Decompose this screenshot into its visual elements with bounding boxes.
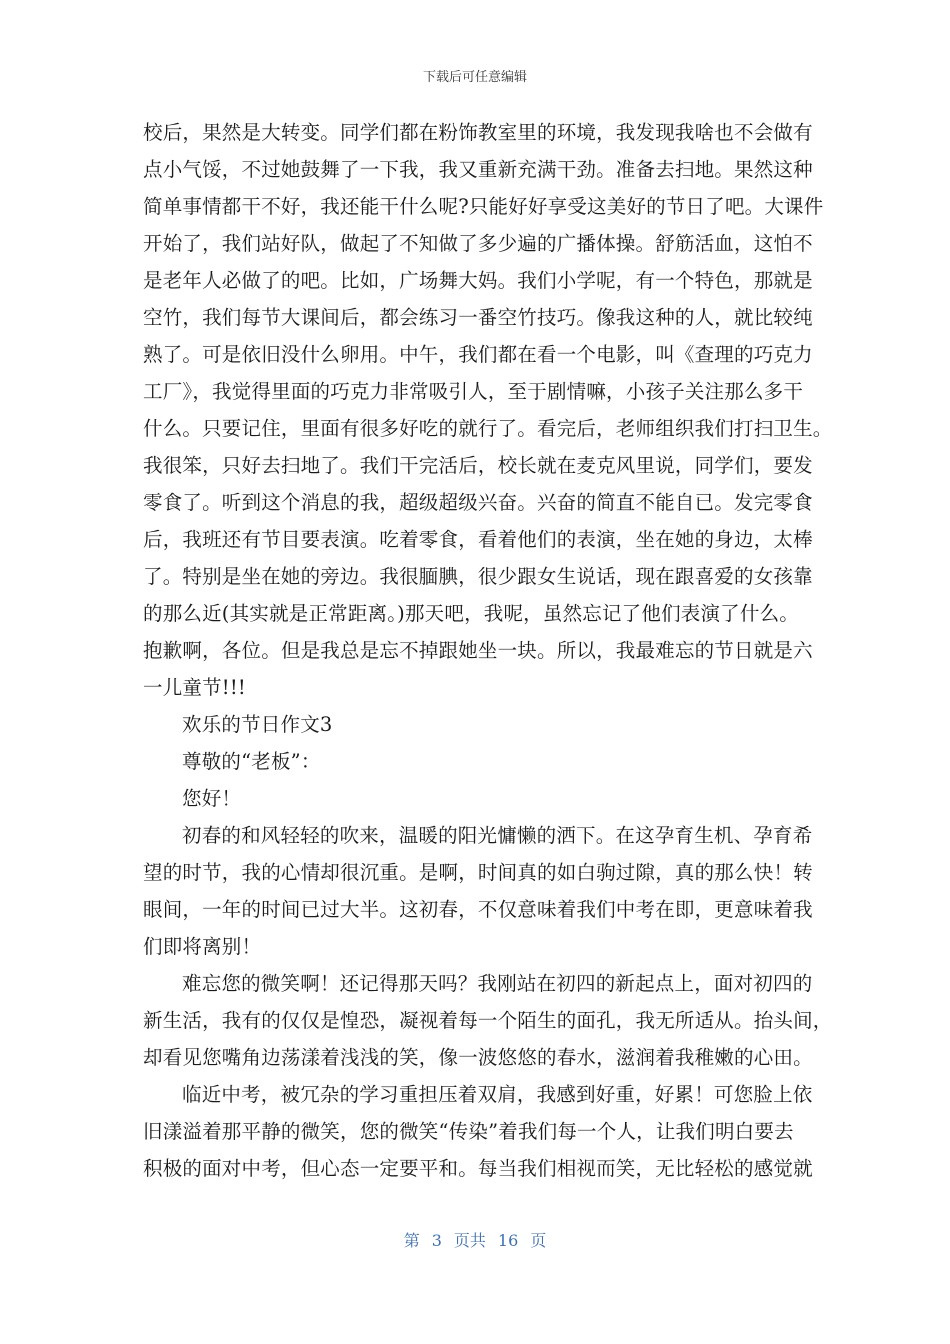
page-number: 3 [431, 1231, 442, 1250]
page-footer [0, 1228, 950, 1251]
greeting: 您好！ [182, 787, 242, 810]
text-line: 了。特别是坐在她的旁边。我很腼腆，很少跟女生说话，现在跟喜爱的女孩靠 [143, 565, 813, 588]
text-line: 零食了。听到这个消息的我，超级超级兴奋。兴奋的简直不能自已。发完零食 [143, 491, 813, 514]
text-line: 抱歉啊，各位。但是我总是忘不掉跟她坐一块。所以，我最难忘的节日就是六 [143, 639, 813, 662]
footer-prefix: 第 [403, 1231, 420, 1250]
text-line: 我很笨，只好去扫地了。我们干完活后，校长就在麦克风里说，同学们，要发 [143, 454, 813, 477]
total-pages: 16 [497, 1231, 519, 1250]
text-line: 们即将离别！ [143, 935, 262, 958]
text-line: 难忘您的微笑啊！还记得那天吗？我刚站在初四的新起点上，面对初四的 [182, 972, 813, 995]
body-text [143, 114, 833, 1187]
text-line: 旧漾溢着那平静的微笑，您的微笑“传染”着我们每一个人，让我们明白要去 [143, 1120, 794, 1143]
text-line: 点小气馁，不过她鼓舞了一下我，我又重新充满干劲。准备去扫地。果然这种 [143, 158, 813, 181]
text-line: 临近中考，被冗杂的学习重担压着双肩，我感到好重，好累！可您脸上依 [182, 1083, 813, 1106]
text-line: 什么。只要记住，里面有很多好吃的就行了。看完后，老师组织我们打扫卫生。 [143, 417, 833, 440]
footer-middle: 页共 [453, 1231, 486, 1250]
text-line: 却看见您嘴角边荡漾着浅浅的笑，像一波悠悠的春水，滋润着我稚嫩的心田。 [143, 1046, 813, 1069]
text-line: 工厂》，我觉得里面的巧克力非常吸引人，至于剧情嘛，小孩子关注那么多干 [143, 380, 804, 403]
text-line: 的那么近(其实就是正常距离。)那天吧，我呢，虽然忘记了他们表演了什么。 [143, 602, 799, 625]
text-line: 初春的和风轻轻的吹来，温暖的阳光慵懒的洒下。在这孕育生机、孕育希 [182, 824, 813, 847]
text-line: 后，我班还有节目要表演。吃着零食，看着他们的表演，坐在她的身边，太棒 [143, 528, 813, 551]
text-line: 望的时节，我的心情却很沉重。是啊，时间真的如白驹过隙，真的那么快！转 [143, 861, 813, 884]
text-line: 积极的面对中考，但心态一定要平和。每当我们相视而笑，无比轻松的感觉就 [143, 1157, 813, 1180]
text-line: 熟了。可是依旧没什么卵用。中午，我们都在看一个电影，叫《查理的巧克力 [143, 343, 813, 366]
text-line: 眼间，一年的时间已过大半。这初春，不仅意味着我们中考在即，更意味着我 [143, 898, 813, 921]
text-line: 简单事情都干不好，我还能干什么呢?只能好好享受这美好的节日了吧。大课件 [143, 195, 824, 218]
text-line: 校后，果然是大转变。同学们都在粉饰教室里的环境，我发现我啥也不会做有 [143, 121, 813, 144]
text-line: 是老年人必做了的吧。比如，广场舞大妈。我们小学呢，有一个特色，那就是 [143, 269, 813, 292]
text-line: 开始了，我们站好队，做起了不知做了多少遍的广播体操。舒筋活血，这怕不 [143, 232, 813, 255]
text-line: 新生活，我有的仅仅是惶恐，凝视着每一个陌生的面孔，我无所适从。抬头间， [143, 1009, 833, 1032]
footer-suffix: 页 [530, 1231, 547, 1250]
text-line: 空竹，我们每节大课间后，都会练习一番空竹技巧。像我这种的人，就比较纯 [143, 306, 813, 329]
essay-title: 欢乐的节日作文3 [182, 713, 333, 736]
text-line: 一儿童节!!! [143, 676, 246, 699]
page-header: 下载后可任意编辑 [422, 70, 527, 85]
salutation: 尊敬的“老板”： [182, 750, 321, 773]
